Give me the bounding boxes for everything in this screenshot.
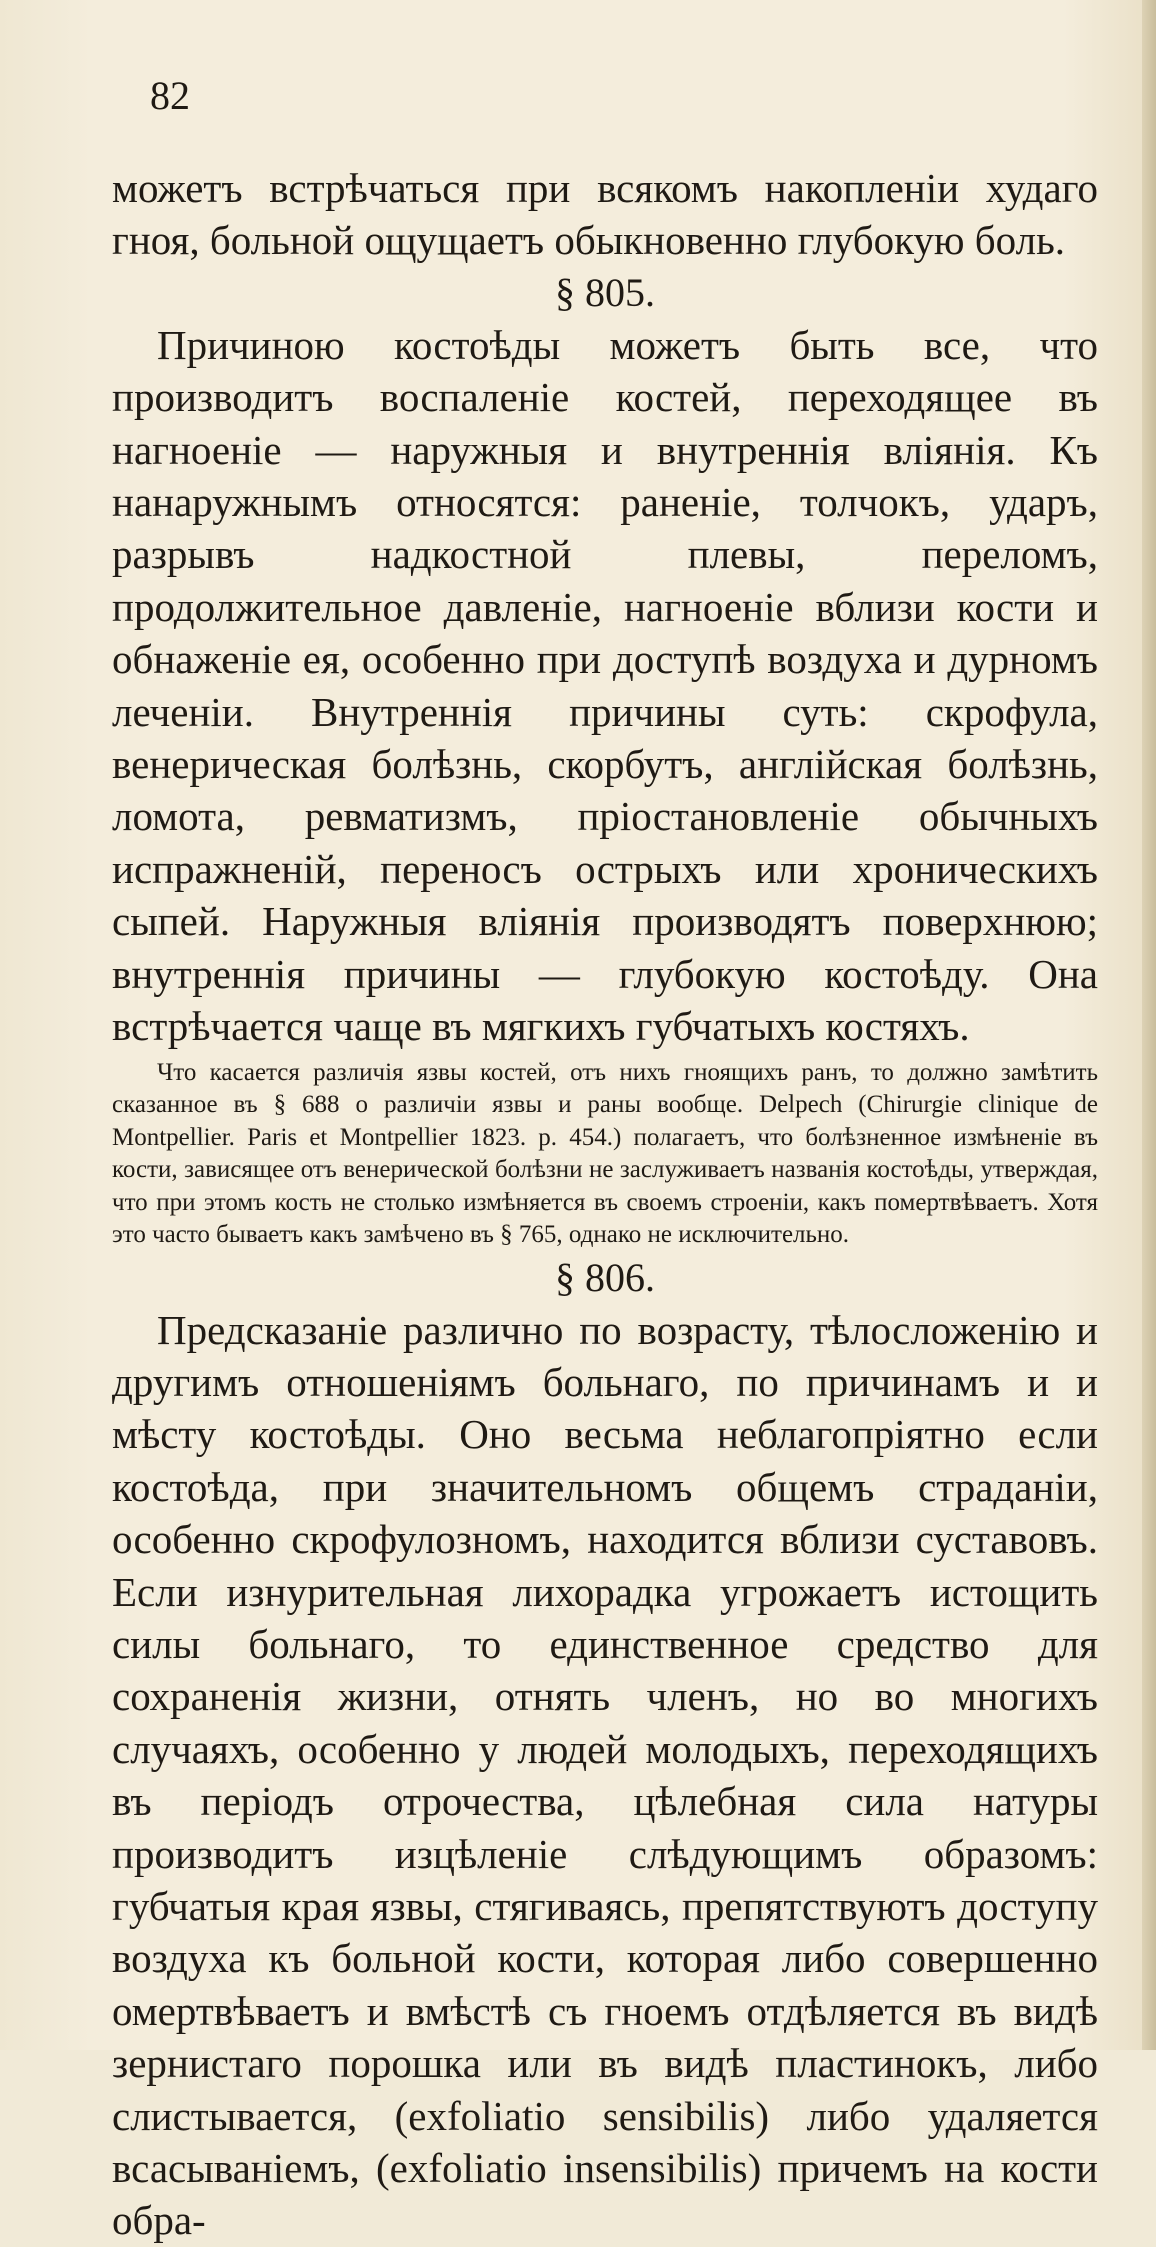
footnote-delpech: Что касается различія язвы костей, отъ нихъ гноящихъ ранъ, то должно замѣтить сказанное въ § 688 о различіи язвы и раны вообще. Delpech (Chirurgie clinique de Montpellier. Paris et Montpellier 1823. p. 454.) полагаетъ, что болѣзненное измѣненіе въ кости, зависящее отъ венерической болѣзни не заслуживаетъ названія костоѣды, утверждая, что при этомъ кость не столько измѣняется въ своемъ строеніи, какъ помертвѣваетъ. Хотя это часто бываетъ какъ замѣчено въ § 765, однако не исключительно. <box>112 1058 1098 1248</box>
paragraph-continuation: можетъ встрѣчаться при всякомъ накопленіи худаго гноя, больной ощущаетъ обыкновенно глубокую боль. <box>112 165 1098 264</box>
paragraph-causes: Причиною костоѣды можетъ быть все, что производитъ воспаленіе костей, переходящее въ нагноеніе — наружныя и внутреннія вліянія. Къ нанаружнымъ относятся: раненіе, толчокъ, ударъ, разрывъ надкостной плевы, переломъ, продолжительное давленіе, нагноеніе вблизи кости и обнаженіе ея, особенно при доступѣ воздуха и дурномъ леченіи. Внутреннія причины суть: скрофула, венерическая болѣзнь, скорбутъ, англійская болѣзнь, ломота, ревматизмъ, пріостановленіе обычныхъ испражненій, переносъ острыхъ или хроническихъ сыпей. Наружныя вліянія производятъ поверхнюю; внутреннія причины — глубокую костоѣду. Она встрѣчается чаще въ мягкихъ губчатыхъ костяхъ. <box>112 321 1098 1050</box>
page-edge <box>1142 0 1156 2050</box>
page-content <box>112 162 1098 2247</box>
section-heading-805: § 805. <box>555 269 655 315</box>
section-heading-806: § 806. <box>555 1254 655 1300</box>
paragraph-prognosis: Предсказаніе различно по возрасту, тѣлосложенію и другимъ отношеніямъ больнаго, по причинамъ и и мѣсту костоѣды. Оно весьма неблагопріятно если костоѣда, при значительномъ общемъ страданіи, особенно скрофулозномъ, находится вблизи суставовъ. Если изнурительная лихорадка угрожаетъ истощить силы больнаго, то единственное средство для сохраненія жизни, отнять членъ, но во многихъ случаяхъ, особенно у людей молодыхъ, переходящихъ въ періодъ отрочества, цѣлебная сила натуры производитъ изцѣленіе слѣдующимъ образомъ: губчатыя края язвы, стягиваясь, препятствуютъ доступу воздуха къ больной кости, которая либо совершенно омертвѣваетъ и вмѣстѣ съ гноемъ отдѣляется въ видѣ зернистаго порошка или въ видѣ пластинокъ, либо слистывается, (exfoliatio sensibilis) либо удаляется всасываніемъ, (exfoliatio insensibilis) причемъ на кости обра- <box>112 1306 1098 2244</box>
page-number: 82 <box>150 73 190 118</box>
